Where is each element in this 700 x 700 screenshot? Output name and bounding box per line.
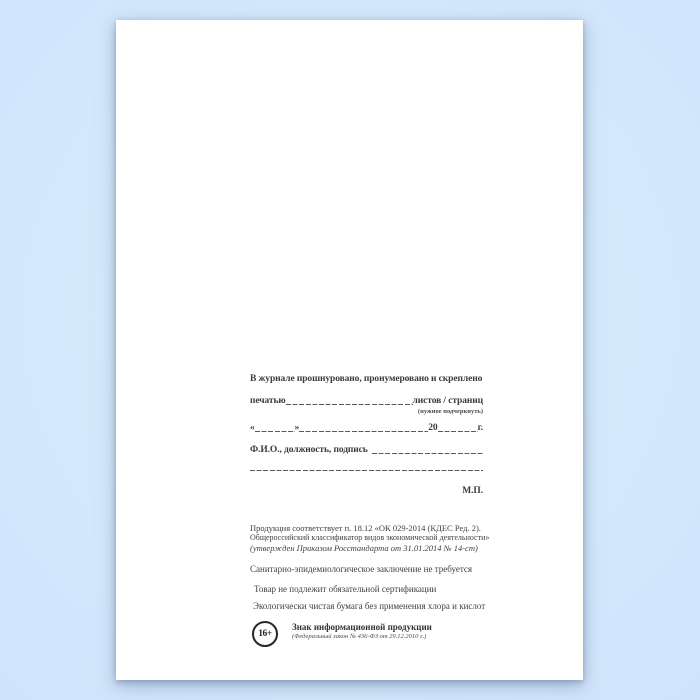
federal-law-reference: (Федеральный закон № 436-ФЗ от 29.12.2010 г.) <box>292 633 427 640</box>
ecology-statement: Экологически чистая бумага без применения хлора и кислот <box>253 601 486 611</box>
compliance-line2: Общероссийский классификатор видов экономической деятельности» <box>250 533 490 542</box>
blank-month <box>299 431 428 432</box>
stitched-statement-title: В журнале прошнуровано, пронумеровано и скреплено <box>250 374 483 384</box>
sheets-pages-label: листов / страниц <box>412 396 483 406</box>
age-16-plus-icon: 16+ <box>252 621 278 647</box>
quote-close: » <box>294 423 300 433</box>
blank-line-full <box>250 470 483 471</box>
compliance-line1: Продукция соответствует п. 18.12 «ОК 029-2014 (КДЕС Ред. 2). <box>250 523 481 533</box>
date-line <box>250 423 483 433</box>
seal-place-label: М.П. <box>462 486 483 496</box>
age-mark-row <box>252 621 432 647</box>
journal-back-page <box>116 20 583 680</box>
certification-statement: Товар не подлежит обязательной сертификации <box>254 584 437 594</box>
blank-line <box>286 404 413 405</box>
information-product-mark-title: Знак информационной продукции <box>292 622 432 632</box>
underline-note: (нужное подчеркнуть) <box>417 408 483 415</box>
blank-day <box>255 431 295 432</box>
sanitary-statement: Санитарно-эпидемиологическое заключение не требуется <box>250 564 473 574</box>
seal-line <box>250 396 483 406</box>
year-suffix: г. <box>477 423 483 433</box>
seal-label: печатью <box>250 396 286 406</box>
quote-open: « <box>250 423 255 433</box>
year-prefix: 20 <box>428 423 438 433</box>
signature-line <box>250 445 483 455</box>
blank-year <box>438 431 478 432</box>
blank-signature <box>372 453 483 454</box>
signature-label: Ф.И.О., должность, подпись <box>250 445 368 455</box>
compliance-line3: (утвержден Приказом Росстандарта от 31.01.2014 № 14-ст) <box>250 543 478 553</box>
